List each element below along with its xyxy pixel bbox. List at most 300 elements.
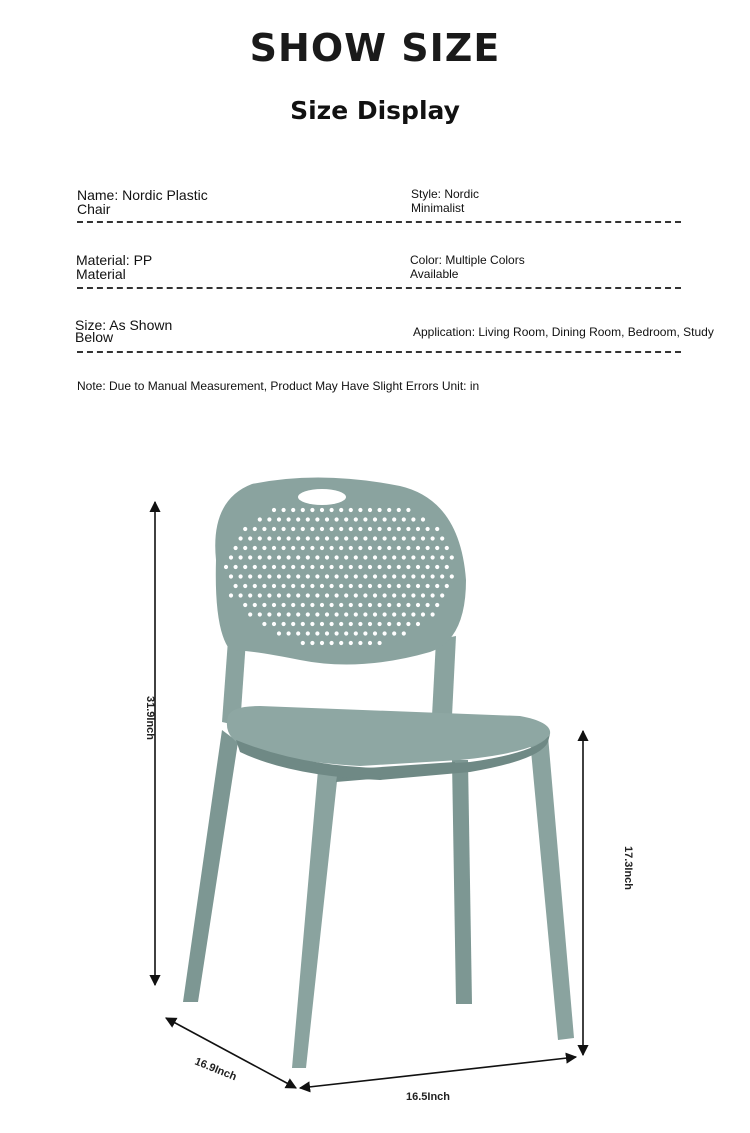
perforation-hole (426, 546, 430, 550)
perforation-hole (258, 574, 262, 578)
perforation-hole (253, 584, 257, 588)
perforation-hole (277, 574, 281, 578)
perforation-hole (392, 536, 396, 540)
perforation-hole (339, 565, 343, 569)
perforation-hole (310, 603, 314, 607)
perforation-hole (287, 612, 291, 616)
perforation-hole (416, 584, 420, 588)
perforation-hole (325, 593, 329, 597)
perforation-hole (421, 536, 425, 540)
perforation-hole (358, 584, 362, 588)
perforation-hole (373, 555, 377, 559)
perforation-hole (349, 565, 353, 569)
perforation-hole (320, 565, 324, 569)
perforation-hole (397, 527, 401, 531)
perforation-hole (402, 574, 406, 578)
perforation-hole (383, 517, 387, 521)
perforation-hole (282, 565, 286, 569)
perforation-hole (354, 574, 358, 578)
perforation-hole (363, 593, 367, 597)
spec-size-line1: Size: As Shown (75, 317, 173, 333)
perforation-hole (354, 517, 358, 521)
perforation-hole (378, 641, 382, 645)
perforation-hole (277, 612, 281, 616)
perforation-hole (315, 555, 319, 559)
perforation-hole (330, 641, 334, 645)
perforation-hole (330, 584, 334, 588)
perforation-hole (315, 574, 319, 578)
perforation-hole (282, 584, 286, 588)
perforation-hole (344, 593, 348, 597)
perforation-hole (282, 527, 286, 531)
perforation-hole (306, 555, 310, 559)
perforation-hole (267, 536, 271, 540)
perforation-hole (358, 546, 362, 550)
perforation-hole (421, 517, 425, 521)
perforation-hole (296, 517, 300, 521)
perforation-hole (358, 508, 362, 512)
perforation-hole (406, 584, 410, 588)
perforation-hole (291, 527, 295, 531)
perforation-hole (320, 584, 324, 588)
perforation-hole (262, 546, 266, 550)
perforation-hole (277, 593, 281, 597)
perforation-hole (282, 622, 286, 626)
perforation-hole (310, 527, 314, 531)
perforation-hole (272, 527, 276, 531)
perforation-hole (306, 517, 310, 521)
perforation-hole (234, 565, 238, 569)
perforation-hole (234, 584, 238, 588)
perforation-hole (291, 508, 295, 512)
perforation-hole (416, 603, 420, 607)
chair-handle-hole (298, 489, 346, 505)
perforation-hole (248, 612, 252, 616)
perforation-hole (339, 641, 343, 645)
perforation-hole (392, 593, 396, 597)
perforation-hole (282, 603, 286, 607)
perforation-hole (258, 517, 262, 521)
perforation-hole (378, 546, 382, 550)
perforation-hole (402, 612, 406, 616)
perforation-hole (243, 603, 247, 607)
perforation-hole (310, 508, 314, 512)
perforation-hole (325, 612, 329, 616)
perforation-hole (416, 527, 420, 531)
perforation-hole (354, 612, 358, 616)
perforation-hole (402, 517, 406, 521)
perforation-hole (354, 555, 358, 559)
perforation-hole (258, 536, 262, 540)
perforation-hole (253, 565, 257, 569)
perforation-hole (378, 527, 382, 531)
perforation-hole (291, 622, 295, 626)
perforation-hole (383, 555, 387, 559)
perforation-hole (248, 555, 252, 559)
measurement-note: Note: Due to Manual Measurement, Product May Have Slight Errors Unit: in (77, 379, 480, 393)
perforation-hole (287, 536, 291, 540)
perforation-hole (325, 574, 329, 578)
perforation-hole (402, 536, 406, 540)
perforation-hole (368, 546, 372, 550)
perforation-hole (282, 546, 286, 550)
perforation-hole (262, 622, 266, 626)
perforation-hole (411, 517, 415, 521)
spec-style-line1: Style: Nordic (411, 187, 480, 201)
perforation-hole (320, 546, 324, 550)
perforation-hole (411, 536, 415, 540)
perforation-hole (445, 584, 449, 588)
spec-style-line2: Minimalist (411, 201, 465, 215)
perforation-hole (426, 527, 430, 531)
perforation-hole (344, 612, 348, 616)
perforation-hole (229, 555, 233, 559)
perforation-hole (320, 603, 324, 607)
perforation-hole (287, 593, 291, 597)
perforation-hole (402, 555, 406, 559)
perforation-hole (383, 536, 387, 540)
perforation-hole (383, 631, 387, 635)
perforation-hole (277, 555, 281, 559)
perforation-hole (301, 546, 305, 550)
perforation-hole (248, 574, 252, 578)
perforation-hole (445, 546, 449, 550)
perforation-hole (440, 555, 444, 559)
height-label: 31.9Inch (144, 696, 156, 741)
perforation-hole (306, 631, 310, 635)
perforation-hole (335, 555, 339, 559)
perforation-hole (397, 546, 401, 550)
perforation-hole (239, 574, 243, 578)
perforation-hole (243, 527, 247, 531)
perforation-hole (262, 527, 266, 531)
perforation-hole (358, 527, 362, 531)
perforation-hole (296, 536, 300, 540)
perforation-hole (339, 546, 343, 550)
width-arrow (300, 1057, 576, 1088)
perforation-hole (358, 622, 362, 626)
perforation-hole (287, 555, 291, 559)
perforation-hole (450, 555, 454, 559)
perforation-hole (330, 546, 334, 550)
perforation-hole (440, 536, 444, 540)
perforation-hole (306, 574, 310, 578)
perforation-hole (387, 622, 391, 626)
perforation-hole (354, 593, 358, 597)
perforation-hole (344, 555, 348, 559)
perforation-hole (291, 603, 295, 607)
perforation-hole (392, 517, 396, 521)
perforation-hole (387, 565, 391, 569)
perforation-hole (262, 565, 266, 569)
perforation-hole (406, 546, 410, 550)
chair-back-leg-right (452, 760, 472, 1004)
perforation-hole (392, 555, 396, 559)
perforation-hole (310, 546, 314, 550)
perforation-hole (368, 603, 372, 607)
perforation-hole (378, 508, 382, 512)
perforation-hole (277, 517, 281, 521)
spec-material-line2: Material (76, 266, 126, 282)
perforation-hole (373, 536, 377, 540)
perforation-hole (330, 622, 334, 626)
page-title: SHOW SIZE (249, 26, 501, 70)
perforation-hole (315, 631, 319, 635)
perforation-hole (306, 612, 310, 616)
perforation-hole (282, 508, 286, 512)
perforation-hole (301, 641, 305, 645)
perforation-hole (253, 527, 257, 531)
perforation-hole (277, 536, 281, 540)
chair-front-leg-right (530, 736, 574, 1040)
perforation-hole (363, 517, 367, 521)
perforation-hole (354, 631, 358, 635)
perforation-hole (315, 517, 319, 521)
perforation-hole (253, 603, 257, 607)
perforation-hole (339, 584, 343, 588)
perforation-hole (387, 584, 391, 588)
perforation-hole (435, 565, 439, 569)
perforation-hole (416, 622, 420, 626)
perforation-hole (421, 593, 425, 597)
perforation-hole (262, 584, 266, 588)
perforation-hole (239, 555, 243, 559)
perforation-hole (330, 527, 334, 531)
perforation-hole (262, 603, 266, 607)
perforation-hole (224, 565, 228, 569)
perforation-hole (258, 593, 262, 597)
perforation-hole (301, 584, 305, 588)
spec-name-line1: Name: Nordic Plastic (77, 187, 208, 203)
perforation-hole (349, 527, 353, 531)
spec-color-line1: Color: Multiple Colors (410, 253, 525, 267)
perforation-hole (431, 555, 435, 559)
perforation-hole (406, 508, 410, 512)
perforation-hole (339, 603, 343, 607)
perforation-hole (406, 603, 410, 607)
spec-size-line2: Below (75, 329, 114, 345)
perforation-hole (330, 508, 334, 512)
perforation-hole (431, 612, 435, 616)
perforation-hole (349, 508, 353, 512)
perforation-hole (229, 574, 233, 578)
perforation-hole (397, 584, 401, 588)
perforation-hole (277, 631, 281, 635)
perforation-hole (435, 603, 439, 607)
perforation-hole (378, 565, 382, 569)
perforation-hole (383, 612, 387, 616)
perforation-hole (383, 574, 387, 578)
perforation-hole (383, 593, 387, 597)
perforation-hole (335, 517, 339, 521)
perforation-hole (373, 612, 377, 616)
perforation-hole (296, 631, 300, 635)
perforation-hole (320, 527, 324, 531)
perforation-hole (296, 593, 300, 597)
perforation-hole (301, 527, 305, 531)
perforation-hole (335, 612, 339, 616)
perforation-hole (354, 536, 358, 540)
perforation-hole (378, 622, 382, 626)
perforation-hole (358, 603, 362, 607)
depth-label: 16.9Inch (192, 1055, 239, 1084)
perforation-hole (416, 565, 420, 569)
perforation-hole (411, 555, 415, 559)
perforation-hole (349, 622, 353, 626)
perforation-hole (431, 536, 435, 540)
perforation-hole (358, 641, 362, 645)
spec-color-line2: Available (410, 267, 459, 281)
perforation-hole (397, 565, 401, 569)
perforation-hole (253, 546, 257, 550)
perforation-hole (392, 631, 396, 635)
perforation-hole (296, 555, 300, 559)
perforation-hole (373, 574, 377, 578)
perforation-hole (330, 603, 334, 607)
perforation-hole (378, 584, 382, 588)
perforation-hole (344, 517, 348, 521)
perforation-hole (368, 527, 372, 531)
perforation-hole (272, 622, 276, 626)
perforation-hole (335, 593, 339, 597)
perforation-hole (301, 622, 305, 626)
perforation-hole (229, 593, 233, 597)
perforation-hole (301, 603, 305, 607)
perforation-hole (392, 612, 396, 616)
perforation-hole (267, 593, 271, 597)
perforation-hole (325, 517, 329, 521)
perforation-hole (310, 584, 314, 588)
perforation-hole (402, 593, 406, 597)
perforation-hole (411, 574, 415, 578)
perforation-hole (363, 631, 367, 635)
perforation-hole (445, 565, 449, 569)
perforation-hole (243, 565, 247, 569)
perforation-hole (387, 603, 391, 607)
perforation-hole (272, 565, 276, 569)
perforation-hole (406, 565, 410, 569)
perforation-hole (339, 527, 343, 531)
perforation-hole (325, 631, 329, 635)
perforation-hole (368, 622, 372, 626)
perforation-hole (363, 612, 367, 616)
perforation-hole (315, 612, 319, 616)
perforation-hole (325, 536, 329, 540)
perforation-hole (368, 584, 372, 588)
perforation-hole (368, 641, 372, 645)
perforation-hole (344, 631, 348, 635)
perforation-hole (435, 546, 439, 550)
spec-application: Application: Living Room, Dining Room, Bedroom, Study (413, 325, 714, 339)
perforation-hole (426, 603, 430, 607)
perforation-hole (363, 555, 367, 559)
perforation-hole (272, 584, 276, 588)
perforation-hole (392, 574, 396, 578)
perforation-hole (387, 527, 391, 531)
perforation-hole (363, 536, 367, 540)
perforation-hole (373, 593, 377, 597)
perforation-hole (435, 584, 439, 588)
perforation-hole (339, 508, 343, 512)
perforation-hole (287, 631, 291, 635)
perforation-hole (248, 536, 252, 540)
chair-backrest (215, 477, 466, 664)
perforation-hole (320, 622, 324, 626)
perforation-hole (291, 584, 295, 588)
perforation-hole (306, 536, 310, 540)
perforation-hole (258, 612, 262, 616)
perforation-hole (310, 622, 314, 626)
perforation-hole (315, 536, 319, 540)
perforation-hole (397, 603, 401, 607)
chair-back-leg-left (183, 730, 238, 1002)
perforation-hole (325, 555, 329, 559)
perforation-hole (349, 546, 353, 550)
perforation-hole (358, 565, 362, 569)
perforation-hole (258, 555, 262, 559)
width-label: 16.5Inch (406, 1091, 451, 1103)
perforation-hole (291, 565, 295, 569)
perforation-hole (272, 546, 276, 550)
perforation-hole (267, 612, 271, 616)
perforation-hole (335, 631, 339, 635)
perforation-hole (301, 508, 305, 512)
perforation-hole (344, 574, 348, 578)
perforation-hole (330, 565, 334, 569)
perforation-hole (287, 574, 291, 578)
perforation-hole (406, 527, 410, 531)
perforation-hole (272, 603, 276, 607)
perforation-hole (387, 546, 391, 550)
perforation-hole (344, 536, 348, 540)
perforation-hole (320, 641, 324, 645)
perforation-hole (234, 546, 238, 550)
perforation-hole (315, 593, 319, 597)
perforation-hole (320, 508, 324, 512)
perforation-hole (397, 622, 401, 626)
perforation-hole (402, 631, 406, 635)
perforation-hole (435, 527, 439, 531)
spec-name-line2: Chair (77, 201, 111, 217)
perforation-hole (411, 612, 415, 616)
perforation-hole (349, 603, 353, 607)
perforation-hole (287, 517, 291, 521)
perforation-hole (301, 565, 305, 569)
perforation-hole (335, 536, 339, 540)
perforation-hole (267, 517, 271, 521)
perforation-hole (431, 593, 435, 597)
perforation-hole (339, 622, 343, 626)
perforation-hole (373, 517, 377, 521)
perforation-hole (349, 641, 353, 645)
perforation-hole (272, 508, 276, 512)
perforation-hole (310, 565, 314, 569)
perforation-hole (440, 574, 444, 578)
perforation-hole (397, 508, 401, 512)
spec-material-line1: Material: PP (76, 252, 153, 268)
perforation-hole (239, 593, 243, 597)
perforation-hole (239, 536, 243, 540)
perforation-hole (378, 603, 382, 607)
perforation-hole (373, 631, 377, 635)
perforation-hole (243, 584, 247, 588)
perforation-hole (421, 574, 425, 578)
perforation-hole (296, 612, 300, 616)
perforation-hole (368, 565, 372, 569)
perforation-hole (363, 574, 367, 578)
perforation-hole (440, 593, 444, 597)
perforation-hole (291, 546, 295, 550)
